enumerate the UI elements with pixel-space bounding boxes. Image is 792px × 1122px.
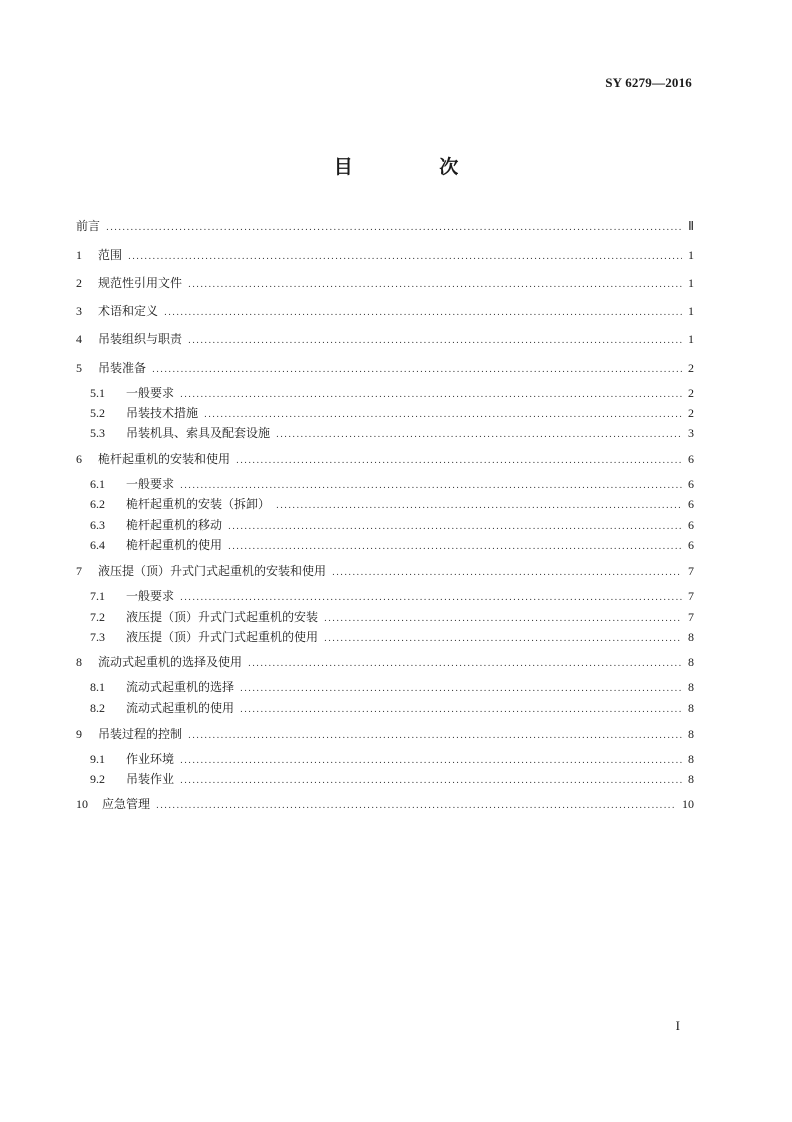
toc-entry-page: 6 [688,538,694,552]
toc-entry [90,771,694,789]
toc-entry-number: 8.2 [90,701,105,715]
toc-entry-title: 桅杆起重机的安装和使用 [98,452,231,466]
toc-entry [90,517,694,535]
toc-entry-number: 5 [76,361,82,375]
toc-entry [76,218,694,236]
dot-leader [106,220,682,236]
toc-entry-page: 7 [688,589,694,603]
document-code: SY 6279—2016 [605,75,692,90]
toc-entry-title: 吊装技术措施 [126,406,199,420]
toc-entry-title: 吊装作业 [126,772,175,786]
toc-entry-title: 吊装过程的控制 [98,727,183,741]
toc-entry [90,629,694,647]
toc-entry-title: 液压提（顶）升式门式起重机的使用 [126,630,319,644]
toc-entry-number: 9.2 [90,772,105,786]
toc-entry-number: 8 [76,655,82,669]
toc-entry-page: 7 [688,610,694,624]
toc-entry-number: 4 [76,332,82,346]
dot-leader [324,631,682,647]
toc-entry [90,476,694,494]
toc-entry-page: 8 [688,727,694,741]
toc-entry-title: 一般要求 [126,589,175,603]
toc-entry [90,751,694,769]
dot-leader [188,277,682,293]
toc-entry-number: 10 [76,797,88,811]
dot-leader [188,728,682,744]
toc-entry-title: 前言 [76,219,101,233]
toc-entry [76,563,694,581]
toc-entry-page: 6 [688,518,694,532]
toc-entry-page: 6 [688,452,694,466]
toc-entry-number: 6.4 [90,538,105,552]
toc-entry [76,275,694,293]
toc-entry-title: 桅杆起重机的使用 [126,538,223,552]
toc-entry-number: 8.1 [90,680,105,694]
toc-entry [90,679,694,697]
toc-entry-number: 9 [76,727,82,741]
toc-entry [76,247,694,265]
toc-entry-title: 规范性引用文件 [98,276,183,290]
dot-leader [128,249,682,265]
toc-entry-page: 7 [688,564,694,578]
toc-entry-number: 7.1 [90,589,105,603]
toc-entry [76,654,694,672]
dot-leader [236,453,682,469]
toc-entry-page: 2 [688,361,694,375]
toc-entry-title: 液压提（顶）升式门式起重机的安装和使用 [98,564,327,578]
toc-entry-title: 桅杆起重机的安装（拆卸） [126,497,271,511]
dot-leader [228,539,682,555]
toc-entry [90,385,694,403]
toc-entry [90,609,694,627]
dot-leader [324,611,682,627]
dot-leader [228,519,682,535]
toc-entry-page: Ⅱ [688,219,694,233]
dot-leader [164,305,682,321]
dot-leader [180,773,682,789]
toc-entry-page: 1 [688,248,694,262]
toc-entry [76,303,694,321]
toc-entry [90,496,694,514]
toc-entry-title: 应急管理 [102,797,151,811]
toc-entry [76,360,694,378]
toc-entry-page: 1 [688,332,694,346]
dot-leader [204,407,682,423]
toc-entry-number: 6.1 [90,477,105,491]
toc-entry-page: 8 [688,752,694,766]
toc-entry-title: 作业环境 [126,752,175,766]
toc-entry [90,425,694,443]
toc-entry-page: 8 [688,655,694,669]
toc-entry-number: 1 [76,248,82,262]
toc-entry-page: 1 [688,276,694,290]
toc-entry-page: 6 [688,497,694,511]
toc-entry-title: 一般要求 [126,477,175,491]
toc-entry [76,796,694,814]
dot-leader [180,387,682,403]
dot-leader [240,681,682,697]
toc-entry-page: 3 [688,426,694,440]
toc-entry-title: 一般要求 [126,386,175,400]
toc-entry-number: 5.2 [90,406,105,420]
toc-title: 目 次 [333,156,499,178]
toc-entry-number: 5.3 [90,426,105,440]
dot-leader [152,362,682,378]
page-number: I [675,1018,680,1033]
dot-leader [276,498,682,514]
toc-entry-page: 8 [688,772,694,786]
toc-entry-title: 吊装机具、索具及配套设施 [126,426,271,440]
toc-entry [90,588,694,606]
toc-entry [76,331,694,349]
dot-leader [180,590,682,606]
toc-entry-page: 8 [688,701,694,715]
toc-entry-number: 9.1 [90,752,105,766]
toc-entry-page: 2 [688,406,694,420]
toc-entry [90,537,694,555]
toc-entry-number: 6.3 [90,518,105,532]
toc-entry-number: 2 [76,276,82,290]
toc-entry-number: 5.1 [90,386,105,400]
toc-entry-title: 桅杆起重机的移动 [126,518,223,532]
toc-entry [76,726,694,744]
toc-entry-page: 6 [688,477,694,491]
toc-entry-number: 6 [76,452,82,466]
dot-leader [156,798,676,814]
toc-entry-page: 10 [682,797,694,811]
toc-entry-title: 范围 [98,248,123,262]
dot-leader [332,565,682,581]
dot-leader [276,427,682,443]
toc-entry-page: 2 [688,386,694,400]
toc-entry [90,405,694,423]
toc-entry [90,700,694,718]
toc-entry-number: 7.3 [90,630,105,644]
toc-entry-title: 术语和定义 [98,304,159,318]
toc-entry-page: 1 [688,304,694,318]
toc-entry-title: 液压提（顶）升式门式起重机的安装 [126,610,319,624]
toc-entry-title: 流动式起重机的选择及使用 [98,655,243,669]
toc-entry-page: 8 [688,630,694,644]
toc-entry-title: 吊装准备 [98,361,147,375]
dot-leader [188,333,682,349]
toc-entry-number: 3 [76,304,82,318]
dot-leader [180,478,682,494]
toc-entry-number: 6.2 [90,497,105,511]
toc-entry-title: 流动式起重机的选择 [126,680,235,694]
dot-leader [240,702,682,718]
toc-entry-page: 8 [688,680,694,694]
toc-entry [76,451,694,469]
toc-entry-title: 流动式起重机的使用 [126,701,235,715]
dot-leader [248,656,682,672]
dot-leader [180,753,682,769]
toc-entry-title: 吊装组织与职责 [98,332,183,346]
toc-entry-number: 7.2 [90,610,105,624]
toc-entry-number: 7 [76,564,82,578]
